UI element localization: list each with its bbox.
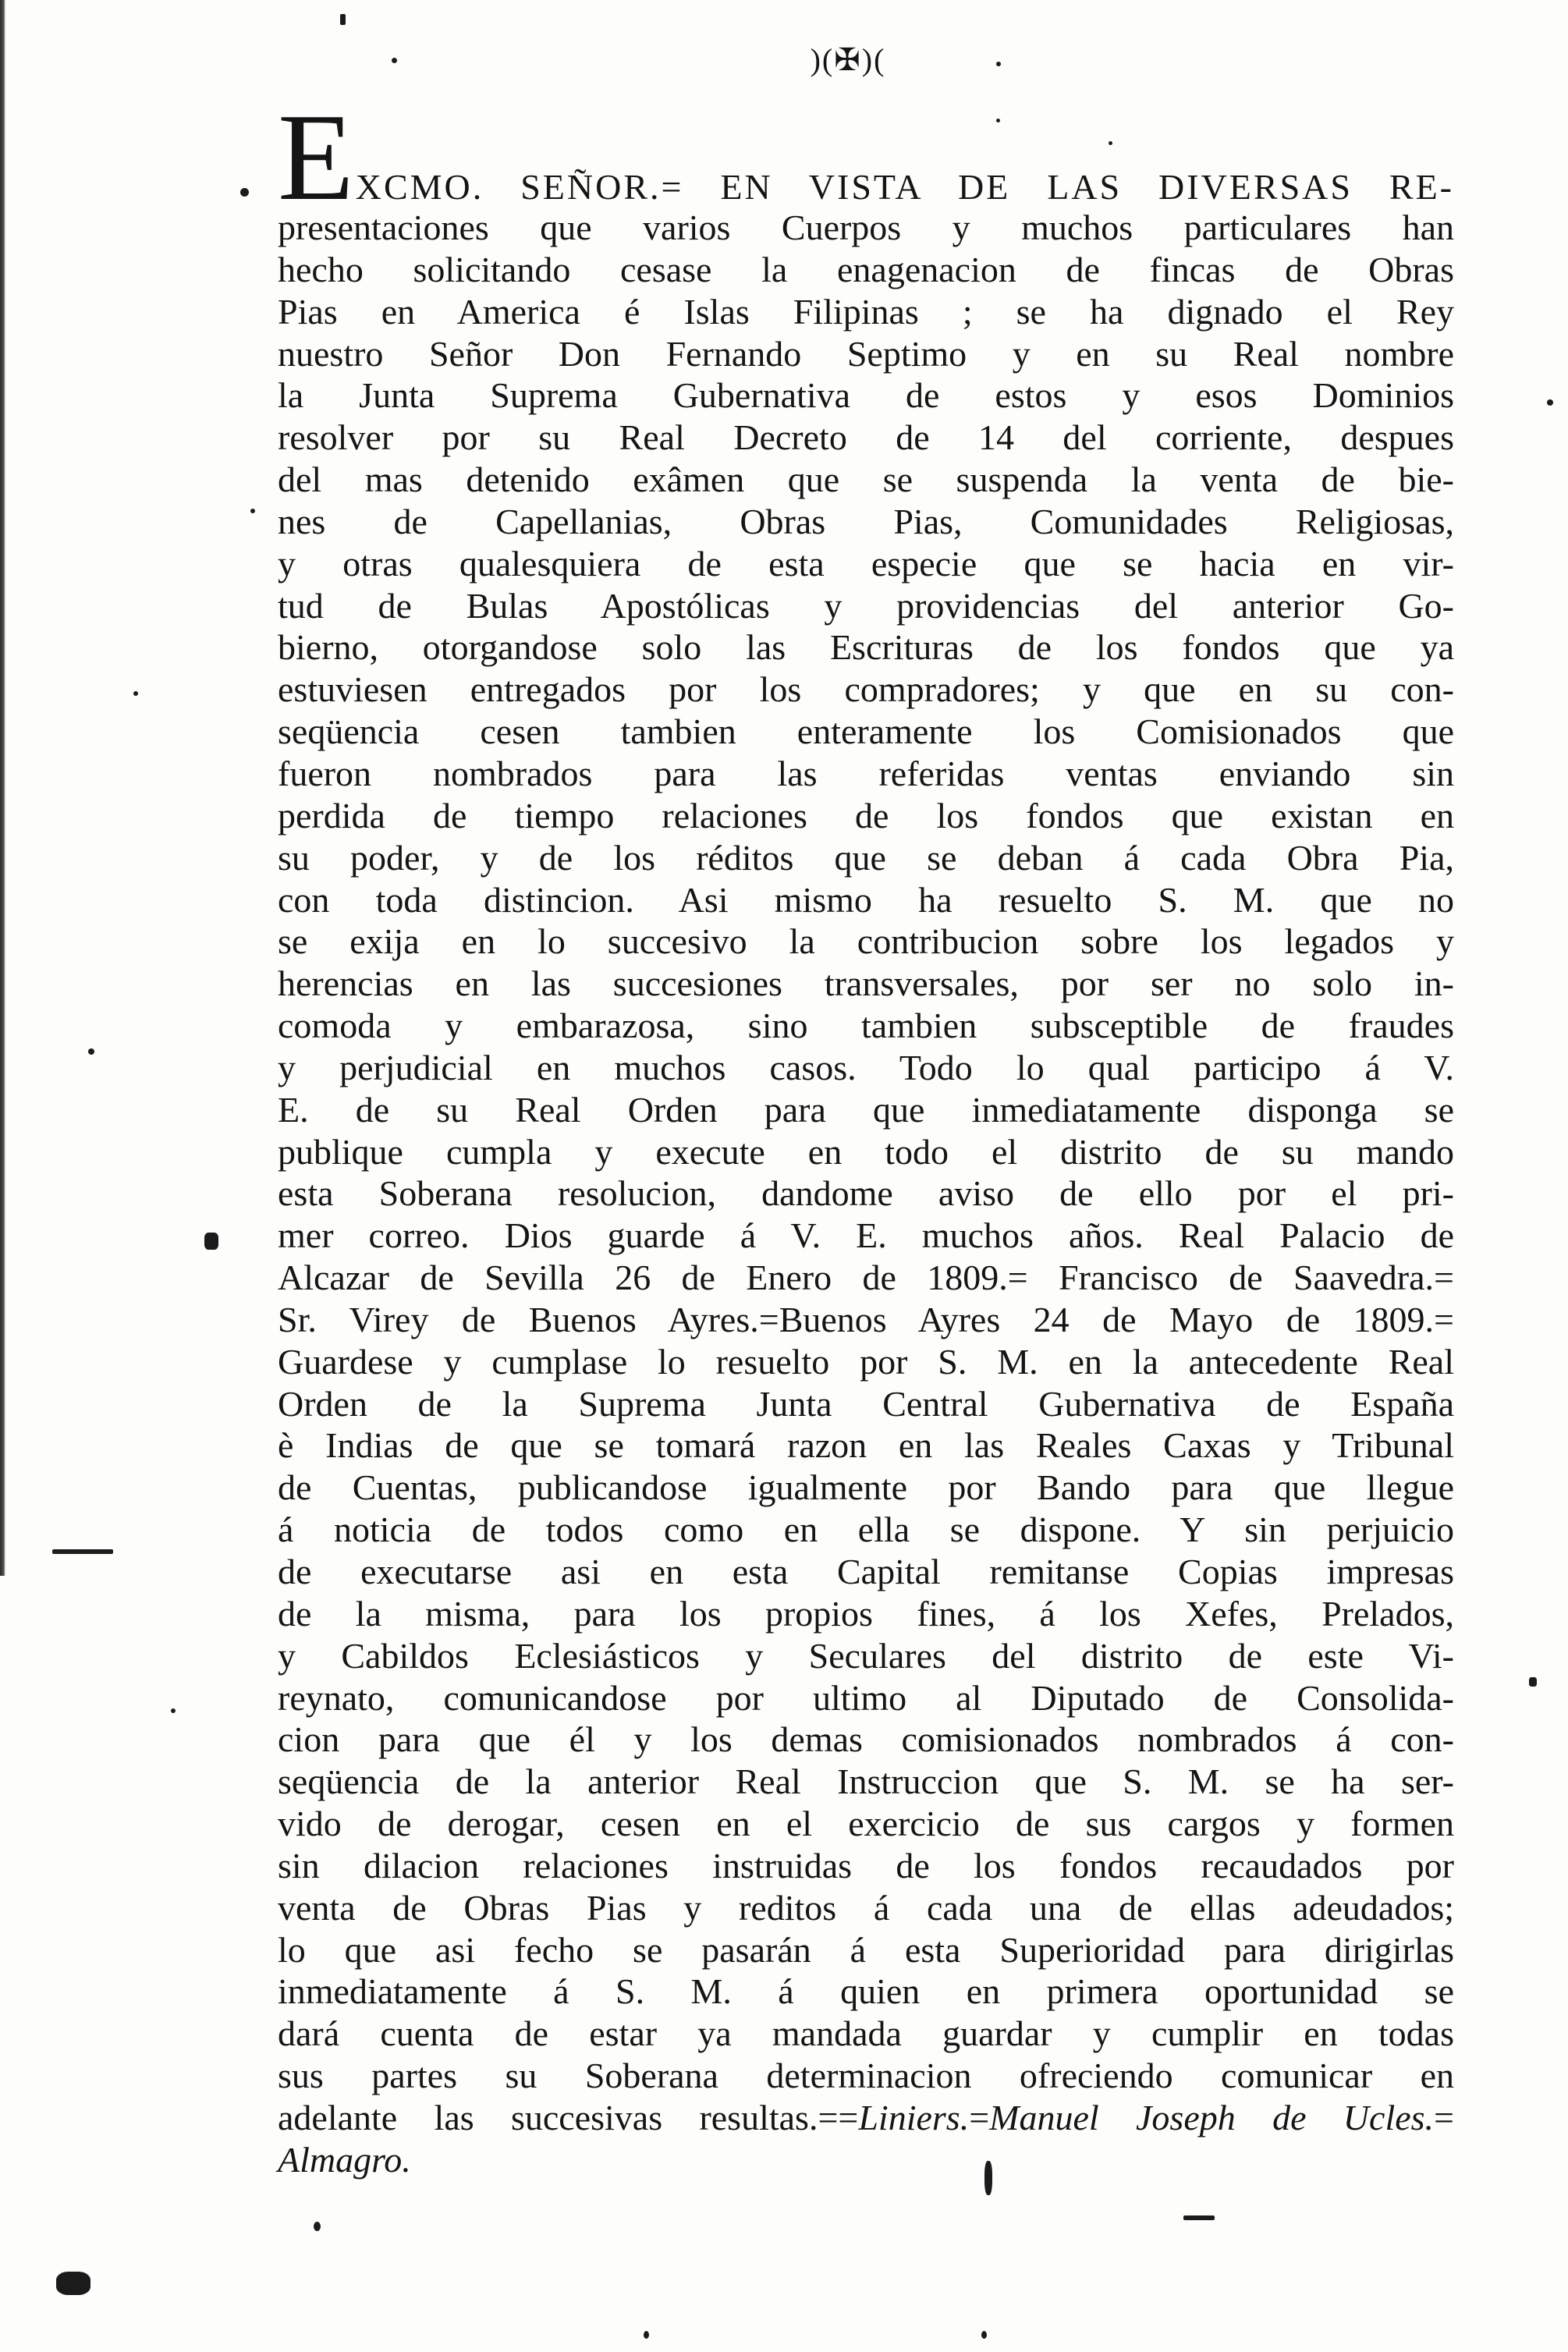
- ink-speck: [88, 1048, 94, 1055]
- text-line: E. de su Real Orden para que inmediatamente disponga se: [278, 1089, 1454, 1130]
- text-line: fueron nombrados para las referidas ventas enviando sin: [278, 753, 1454, 793]
- text-line: nuestro Señor Don Fernando Septimo y en su Real nombre: [278, 333, 1454, 374]
- ink-speck: [314, 2222, 321, 2231]
- text-line: lo que asi fecho se pasarán á esta Superioridad para dirigirlas: [278, 1929, 1454, 1970]
- text-line: Alcazar de Sevilla 26 de Enero de 1809.= Francisco de Saavedra.=: [278, 1258, 1454, 1298]
- drop-initial: E: [278, 87, 354, 226]
- text-line: mer correo. Dios guarde á V. E. muchos años. Real Palacio de: [278, 1215, 1454, 1256]
- header-ornament: )(✠)(: [810, 42, 886, 77]
- text-line: y perjudicial en muchos casos. Todo lo qual participo á V.: [278, 1047, 1454, 1087]
- text-line: y otras qualesquiera de esta especie que se hacia en vir-: [278, 543, 1454, 584]
- closing-text: adelante las succesivas resultas.==: [278, 2097, 859, 2137]
- text-line: vido de derogar, cesen en el exercicio de sus cargos y formen: [278, 1804, 1454, 1844]
- text-line: la Junta Suprema Gubernativa de estos y esos Dominios: [278, 375, 1454, 416]
- text-line: inmediatamente á S. M. á quien en primera oportunidad se: [278, 1971, 1454, 2012]
- text-line: seqüencia cesen tambien enteramente los Comisionados que: [278, 711, 1454, 752]
- document-body: [278, 207, 1454, 2181]
- text-line: sin dilacion relaciones instruidas de los fondos recaudados por: [278, 1845, 1454, 1886]
- text-line: herencias en las succesiones transversales, por ser no solo in-: [278, 963, 1454, 1004]
- ink-speck: [1183, 2215, 1215, 2220]
- signature-separator: =: [969, 2097, 990, 2137]
- text-line: cion para que él y los demas comisionados nombrados á con-: [278, 1719, 1454, 1760]
- text-line: se exija en lo succesivo la contribucion sobre los legados y: [278, 921, 1454, 962]
- text-line: publique cumpla y execute en todo el distrito de su mando: [278, 1131, 1454, 1172]
- ink-speck: [644, 2331, 649, 2339]
- text-line: reynato, comunicandose por ultimo al Diputado de Consolida-: [278, 1677, 1454, 1718]
- ink-speck: [392, 58, 397, 63]
- ink-speck: [1529, 1677, 1537, 1687]
- text-line: resolver por su Real Decreto de 14 del corriente, despues: [278, 417, 1454, 458]
- text-line: estuviesen entregados por los compradores; y que en su con-: [278, 669, 1454, 710]
- scan-edge-shadow: [0, 0, 5, 1576]
- opening-line: [278, 87, 1454, 226]
- ink-speck: [250, 509, 255, 513]
- ink-speck: [240, 188, 249, 197]
- text-line: de executarse asi en esta Capital remitanse Copias impresas: [278, 1552, 1454, 1591]
- signature-ucles: Manuel Joseph de Ucles.: [989, 2097, 1435, 2137]
- text-line: del mas detenido exâmen que se suspenda la venta de bie-: [278, 459, 1454, 500]
- ink-speck: [204, 1233, 218, 1250]
- final-signature-line: [278, 2139, 1454, 2181]
- text-line: bierno, otorgandose solo las Escrituras de los fondos que ya: [278, 627, 1454, 668]
- text-line: de Cuentas, publicandose igualmente por Bando para que llegue: [278, 1467, 1454, 1508]
- ink-speck: [340, 14, 346, 25]
- signature-separator: =: [1434, 2097, 1454, 2137]
- text-line: Sr. Virey de Buenos Ayres.=Buenos Ayres 24 de Mayo de 1809.=: [278, 1299, 1454, 1339]
- text-line: nes de Capellanias, Obras Pias, Comunidades Religiosas,: [278, 501, 1454, 541]
- text-line: de la misma, para los propios fines, á los Xefes, Prelados,: [278, 1593, 1454, 1634]
- text-line: con toda distincion. Asi mismo ha resuelto S. M. que no: [278, 879, 1454, 920]
- text-line: perdida de tiempo relaciones de los fondos que existan en: [278, 795, 1454, 835]
- closing-line: [278, 2097, 1454, 2139]
- text-line: Guardese y cumplase lo resuelto por S. M. en la antecedente Real: [278, 1341, 1454, 1382]
- text-line: è Indias de que se tomará razon en las Reales Caxas y Tribunal: [278, 1425, 1454, 1466]
- ink-speck: [1547, 399, 1553, 406]
- ink-speck: [171, 1708, 176, 1713]
- text-line: sus partes su Soberana determinacion ofreciendo comunicar en: [278, 2056, 1454, 2096]
- text-line: Orden de la Suprema Junta Central Gubernativa de España: [278, 1383, 1454, 1424]
- text-line: Pias en America é Islas Filipinas ; se ha dignado el Rey: [278, 291, 1454, 332]
- text-line: á noticia de todos como en ella se dispone. Y sin perjuicio: [278, 1509, 1454, 1550]
- opening-heading-text: XCMO. SEÑOR.= EN VISTA DE LAS DIVERSAS RE-: [355, 167, 1454, 207]
- text-line: comoda y embarazosa, sino tambien subsceptible de fraudes: [278, 1006, 1454, 1046]
- ink-speck: [981, 2331, 987, 2339]
- ink-speck: [133, 691, 138, 696]
- signature-almagro: Almagro.: [278, 2139, 411, 2180]
- ink-mark: [52, 1549, 113, 1554]
- ink-speck: [56, 2272, 90, 2295]
- text-line: tud de Bulas Apostólicas y providencias del anterior Go-: [278, 585, 1454, 626]
- text-line: seqüencia de la anterior Real Instruccion que S. M. se ha ser-: [278, 1761, 1454, 1802]
- text-line: y Cabildos Eclesiásticos y Seculares del distrito de este Vi-: [278, 1635, 1454, 1676]
- text-line: presentaciones que varios Cuerpos y muchos particulares han: [278, 208, 1454, 247]
- text-line: hecho solicitando cesase la enagenacion de fincas de Obras: [278, 249, 1454, 289]
- signature-liniers: Liniers.: [858, 2097, 970, 2137]
- text-line: esta Soberana resolucion, dandome aviso de ello por el pri-: [278, 1173, 1454, 1214]
- ink-speck: [996, 62, 1001, 66]
- text-line: su poder, y de los réditos que se deban á cada Obra Pia,: [278, 837, 1454, 878]
- text-line: venta de Obras Pias y reditos á cada una de ellas adeudados;: [278, 1887, 1454, 1928]
- text-line: dará cuenta de estar ya mandada guardar y cumplir en todas: [278, 2013, 1454, 2054]
